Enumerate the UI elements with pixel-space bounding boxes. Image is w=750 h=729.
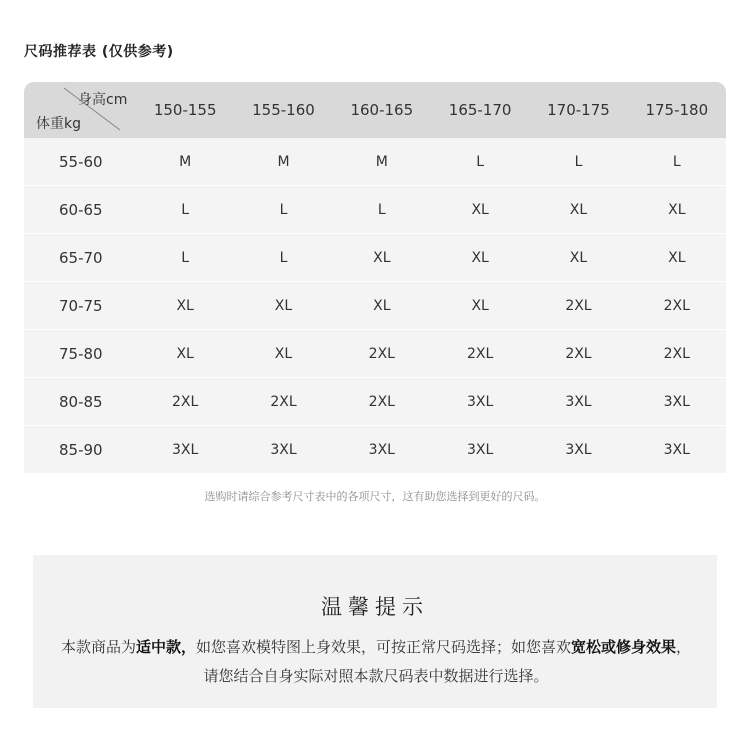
table-body [24, 138, 726, 473]
table-header [24, 82, 726, 138]
page-title: 尺码推荐表 (仅供参考) [24, 44, 174, 60]
size-cell: 2XL [663, 345, 690, 362]
size-cell: 2XL [565, 345, 592, 362]
table-row [24, 282, 726, 330]
size-cell: XL [668, 249, 686, 266]
height-column-header: 155-160 [252, 101, 315, 119]
tip-panel [33, 555, 717, 708]
size-cell: 3XL [172, 441, 199, 458]
table-row [24, 426, 726, 473]
size-cell: 3XL [565, 441, 592, 458]
tip-title: 温馨提示 [321, 595, 429, 619]
table-row [24, 186, 726, 234]
size-cell: XL [471, 201, 489, 218]
tip-text: ，请您结合自身实际对照本款尺码表中数据进行选择。 [203, 638, 692, 685]
weight-range-cell: 55-60 [59, 152, 103, 171]
size-cell: 3XL [663, 441, 690, 458]
size-cell: L [476, 153, 485, 170]
weight-range-cell: 70-75 [59, 296, 103, 315]
size-cell: XL [471, 249, 489, 266]
size-cell: 2XL [565, 297, 592, 314]
height-column-header: 160-165 [350, 101, 414, 119]
weight-range-cell: 85-90 [59, 440, 103, 459]
table-row [24, 138, 726, 186]
size-cell: L [574, 153, 583, 170]
size-chart-table [24, 82, 726, 473]
size-cell: XL [569, 249, 588, 266]
tip-text: 如您喜欢模特图上身效果，可按正常尺码选择；如您喜欢 [195, 638, 571, 656]
weight-axis-label: 体重kg [36, 116, 81, 132]
weight-range-cell: 80-85 [59, 392, 103, 411]
size-cell: XL [471, 297, 489, 314]
tip-emphasis: 宽松或修身效果 [571, 638, 677, 656]
height-column-header: 165-170 [448, 101, 512, 119]
size-cell: L [181, 249, 190, 266]
size-cell: 3XL [565, 393, 592, 410]
size-cell: M [277, 153, 290, 170]
corner-cell [24, 82, 136, 138]
size-cell: 2XL [663, 297, 690, 314]
size-cell: 2XL [270, 393, 297, 410]
size-cell: L [279, 201, 288, 218]
size-cell: L [279, 249, 288, 266]
height-axis-label: 身高cm [78, 92, 128, 108]
weight-range-cell: 65-70 [59, 248, 103, 267]
size-cell: M [179, 153, 192, 170]
size-cell: 2XL [466, 345, 494, 362]
size-cell: 3XL [466, 441, 494, 458]
tip-text: 本款商品为 [60, 638, 136, 656]
size-cell: 2XL [368, 345, 395, 362]
size-cell: XL [176, 297, 194, 314]
size-cell: XL [274, 345, 293, 362]
weight-range-cell: 60-65 [59, 200, 103, 219]
size-cell: XL [373, 249, 391, 266]
table-row [24, 234, 726, 282]
size-cell: L [377, 201, 386, 218]
size-cell: 3XL [270, 441, 297, 458]
size-cell: M [375, 153, 388, 170]
size-cell: XL [176, 345, 194, 362]
size-cell: 3XL [663, 393, 690, 410]
size-cell: XL [274, 297, 293, 314]
table-row [24, 378, 726, 426]
size-cell: 3XL [368, 441, 395, 458]
size-cell: 3XL [466, 393, 494, 410]
size-cell: 2XL [172, 393, 199, 410]
selection-note: 选购时请综合参考尺寸表中的各项尺寸，这有助您选择到更好的尺码。 [204, 490, 546, 503]
table-row [24, 330, 726, 378]
weight-range-cell: 75-80 [59, 344, 103, 363]
size-cell: L [672, 153, 681, 170]
size-cell: XL [373, 297, 391, 314]
height-column-header: 150-155 [153, 101, 217, 119]
tip-emphasis: 适中款， [135, 638, 196, 656]
size-cell: 2XL [368, 393, 395, 410]
height-column-header: 175-180 [645, 101, 709, 119]
height-column-header: 170-175 [547, 101, 610, 119]
size-cell: XL [668, 201, 686, 218]
tip-body [57, 633, 695, 691]
size-cell: L [181, 201, 190, 218]
size-cell: XL [569, 201, 588, 218]
